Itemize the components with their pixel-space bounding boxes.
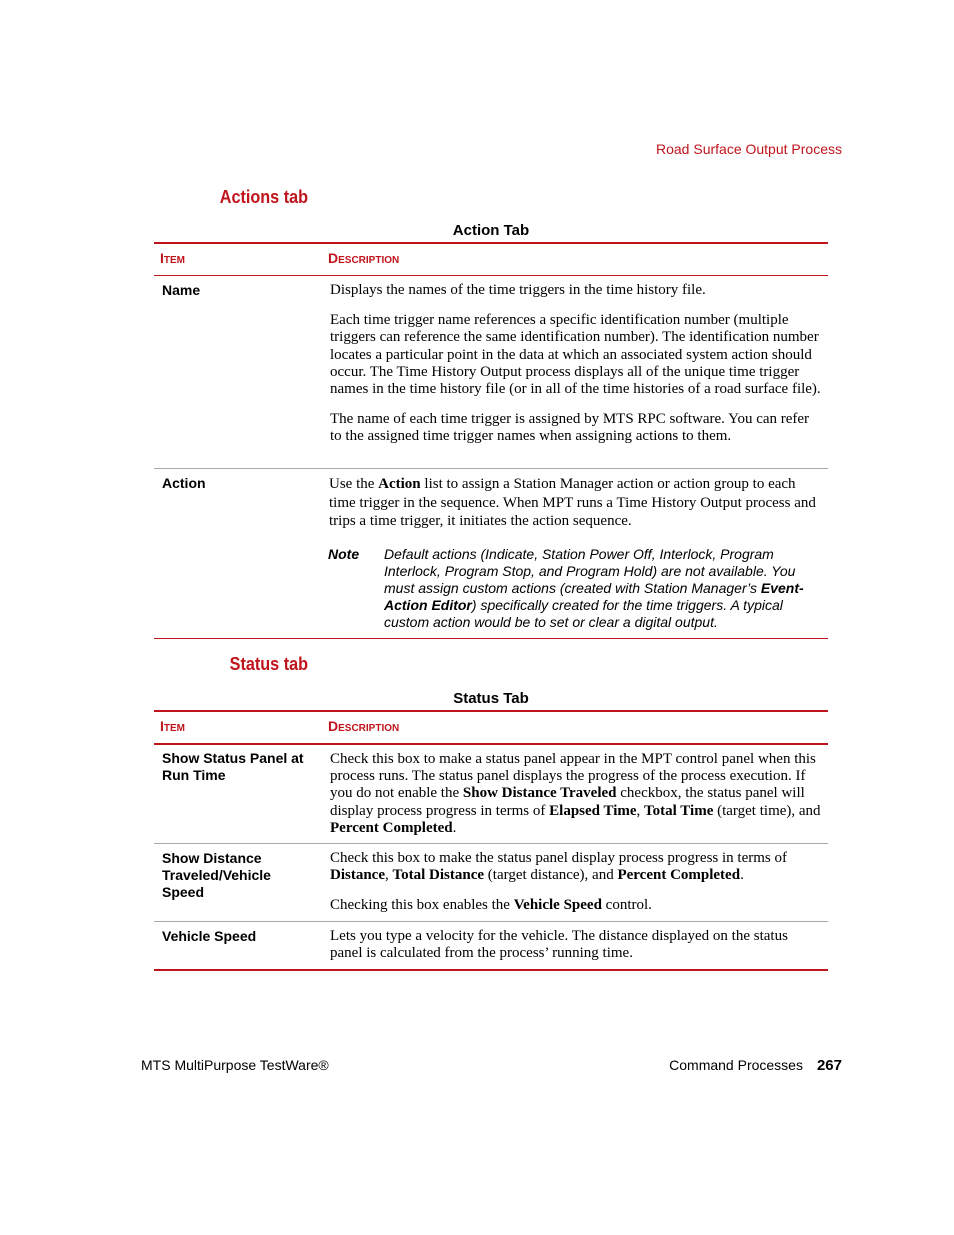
row-item-label: Show Status Panel at Run Time [162,750,304,783]
description-paragraph: Checking this box enables the Vehicle Speed control. [330,897,652,914]
row-description [330,745,828,837]
action-tab-table [154,242,828,639]
table-header [154,710,828,745]
page-number: 267 [816,1057,842,1074]
row-item-label: Name [162,282,201,298]
table-row-name [154,276,828,469]
row-item-label: Show Distance Traveled/Vehicle Speed [162,850,271,900]
status-tab-heading: Status tab [229,654,308,674]
description-paragraph: Each time trigger name references a specific identification number (multiple triggers can reference the same identification number). The identification number locates a particular point in the data at which an associated system action should occur. The Time History Output process displays all of the unique time trigger names in the time history file (or in all of the time histories of a road surface file). [330,312,821,398]
column-header-description: Description [328,250,400,266]
table-row-action [154,469,828,639]
table-row-vehicle-speed [154,922,828,971]
status-tab-table [154,710,828,971]
row-description [330,844,828,915]
description-paragraph: Check this box to make the status panel display process progress in terms of Distance, Total Distance (target distance), and Percent Completed. [330,850,787,884]
action-table-caption: Action Tab [452,222,530,239]
footer-product-name: MTS MultiPurpose TestWare® [141,1057,329,1073]
description-paragraph: Lets you type a velocity for the vehicle. The distance displayed on the status panel is calculated from the process’ running time. [330,928,788,962]
description-paragraph: Displays the names of the time triggers in the time history file. [330,282,706,298]
column-header-description: Description [328,718,400,734]
description-paragraph: Check this box to make a status panel appear in the MPT control panel when this process runs. The status panel displays the progress of the process execution. If you do not enable the Show Distance Traveled checkbox, the status panel will display process progress in terms of Elapsed Time, Total Time (target time), and Percent Completed. [330,751,821,836]
note-callout [329,546,822,631]
column-header-item: Item [160,718,185,734]
table-row-show-status-panel [154,745,828,844]
row-item-label: Action [162,475,206,491]
table-header [154,242,828,276]
row-description [329,469,828,631]
note-text: Default actions (Indicate, Station Power Off, Interlock, Program Interlock, Program Stop, and Program Hold) are not available. You must assign custom actions (created with Station Manager’s Event-Action Editor) specifically created for the time triggers. A typical custom action would be to set or clear a digital output. [384,545,804,630]
table-row-show-distance-traveled [154,844,828,922]
footer-chapter: Command Processes [669,1057,803,1073]
row-item-label: Vehicle Speed [162,928,257,944]
row-description [330,276,828,446]
status-table-caption: Status Tab [453,690,529,707]
footer-section [669,1057,842,1074]
note-label: Note [328,545,360,562]
row-description [330,922,828,962]
column-header-item: Item [160,250,185,266]
running-header: Road Surface Output Process [656,141,842,157]
actions-tab-heading: Actions tab [219,187,308,207]
description-paragraph: The name of each time trigger is assigned by MTS RPC software. You can refer to the assigned time trigger names when assigning actions to them. [330,411,810,445]
description-paragraph: Use the Action list to assign a Station Manager action or action group to each time trigger in the sequence. When MPT runs a Time History Output process and trips a time trigger, it initiates the action sequence. [329,476,816,529]
